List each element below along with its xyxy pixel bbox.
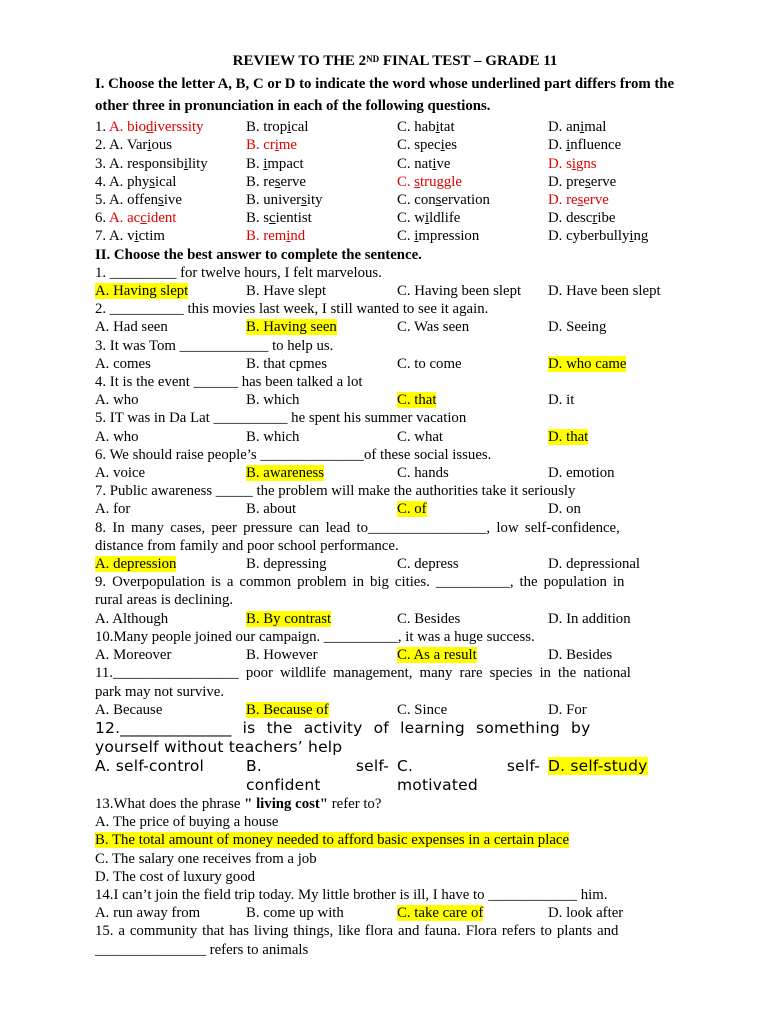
word-part: mpression xyxy=(418,228,480,245)
answer-option-c: C. hands xyxy=(397,465,449,482)
stem-text-end: refer to? xyxy=(328,795,382,812)
option-text-cont: confident xyxy=(246,775,321,794)
option-text-cont: motivated xyxy=(397,775,478,794)
word-part: D. xyxy=(548,137,567,154)
question-12 xyxy=(95,719,695,795)
answer-option-c: C. Besides xyxy=(397,610,461,627)
answer-row xyxy=(95,555,695,573)
word-part: B. cr xyxy=(246,137,275,154)
answer-option-d xyxy=(548,173,695,191)
question-14 xyxy=(95,886,695,922)
answer-option-d xyxy=(548,227,695,245)
answer-option-d: D. Seeing xyxy=(548,319,607,336)
underlined-letter: i xyxy=(414,228,419,245)
answer-option-a: A. run away from xyxy=(95,905,201,922)
option-word xyxy=(397,119,455,135)
question-9 xyxy=(95,573,695,628)
word-part: ident xyxy=(146,210,177,227)
title-rest: FINAL TEST – GRADE 11 xyxy=(379,53,558,69)
question-stem-line-2: _______________ refers to animals xyxy=(95,941,309,958)
stem-text: 12.______________ is the activity of learning something by xyxy=(95,718,591,737)
underlined-letter: i xyxy=(440,137,445,154)
answer-option-d: D. In addition xyxy=(548,610,631,627)
word-part: D. s xyxy=(548,155,572,172)
question-number: 7. xyxy=(95,228,107,245)
answer-option-d xyxy=(548,155,695,173)
part1-heading: I. Choose the letter A, B, C or D to indicate the word whose underlined part differs from the other three in pronunciation in each of the following questions. xyxy=(95,76,675,115)
word-part: ity xyxy=(306,192,323,209)
answer-option-d: D. emotion xyxy=(548,465,615,482)
question-5 xyxy=(95,409,695,445)
pronunciation-question xyxy=(95,155,695,173)
answer-row xyxy=(95,500,695,518)
word-part: B. re xyxy=(246,173,275,190)
word-part: cal xyxy=(291,119,309,136)
answer-option-b: B. Because of xyxy=(246,701,329,718)
question-13 xyxy=(95,795,695,886)
option-word xyxy=(548,210,615,226)
underlined-letter: i xyxy=(424,210,430,227)
question-15 xyxy=(95,922,695,958)
underlined-letter: i xyxy=(287,119,292,136)
underlined-letter: s xyxy=(577,192,584,209)
word-part: C. xyxy=(397,228,415,245)
underlined-letter: c xyxy=(269,210,276,227)
answer-option-a: A. The price of buying a house xyxy=(95,814,279,831)
option-word xyxy=(246,192,322,208)
word-part: ldlife xyxy=(429,210,461,227)
stem-text: 8. In many cases, peer pressure can lead to________________, low self-confidence, xyxy=(95,519,620,536)
word-part: mpact xyxy=(267,155,304,172)
question-stem-line-2: park may not survive. xyxy=(95,683,225,700)
question-2 xyxy=(95,300,695,336)
option-word xyxy=(109,119,204,135)
answer-option-b: B. Have slept xyxy=(246,283,327,300)
answer-row xyxy=(95,701,695,719)
underlined-letter: i xyxy=(432,155,437,172)
answer-option-d: D. self-study xyxy=(548,756,648,775)
answer-row xyxy=(95,904,695,922)
answer-option-a xyxy=(95,227,246,245)
word-part: B. univer xyxy=(246,192,302,209)
answer-option-b xyxy=(246,173,397,191)
word-part: ive xyxy=(163,192,182,209)
stem-text: 15. a community that has living things, like flora and fauna. Flora refers to plants and xyxy=(95,923,619,940)
answer-option-c xyxy=(397,118,548,136)
word-part: C. hab xyxy=(397,119,436,136)
question-number: 2. xyxy=(95,137,107,154)
answer-option-b: B. which xyxy=(246,392,300,409)
pronunciation-question xyxy=(95,191,695,209)
question-stem: 2. __________ this movies last week, I still wanted to see it again. xyxy=(95,301,489,318)
underlined-letter: c xyxy=(140,210,147,227)
word-part: B. trop xyxy=(246,119,288,136)
underlined-letter: s xyxy=(584,173,591,190)
question-stem-line-2: yourself without teachers’ help xyxy=(95,737,343,756)
answer-option-c: C. of xyxy=(397,501,427,518)
underlined-letter: d xyxy=(146,119,154,136)
question-stem xyxy=(95,795,695,813)
answer-row xyxy=(95,428,695,446)
word-part: B. s xyxy=(246,210,270,227)
word-part: ve xyxy=(436,155,451,172)
underlined-letter: i xyxy=(435,119,440,136)
option-word xyxy=(246,174,306,190)
question-stem: 10.Many people joined our campaign. __________, it was a huge success. xyxy=(95,628,535,645)
word-part: ng xyxy=(633,228,649,245)
answer-option-c xyxy=(397,227,548,245)
word-part: A. Var xyxy=(109,137,148,154)
word-part: erve xyxy=(280,173,306,190)
answer-option-c xyxy=(397,155,548,173)
option-word xyxy=(246,137,297,153)
option-word xyxy=(397,137,457,153)
word-part: ervation xyxy=(441,192,490,209)
option-word xyxy=(548,174,616,190)
question-3 xyxy=(95,337,695,373)
word-part: D. desc xyxy=(548,210,593,227)
word-part: C. xyxy=(397,173,415,190)
option-word xyxy=(548,137,621,153)
option-word xyxy=(397,228,479,244)
answer-option-b: B. The total amount of money needed to afford basic expenses in a certain place xyxy=(95,832,570,849)
question-stem: 14.I can’t join the field trip today. My little brother is ill, I have to ____________ him. xyxy=(95,886,608,903)
word-part: B. rem xyxy=(246,228,287,245)
pronunciation-question xyxy=(95,173,695,191)
answer-option-a xyxy=(95,191,246,209)
word-part: iverssity xyxy=(153,119,204,136)
answer-option-d xyxy=(548,118,695,136)
option-word xyxy=(109,192,182,208)
underlined-letter: i xyxy=(134,228,139,245)
underlined-letter: i xyxy=(566,137,571,154)
underlined-letter: i xyxy=(274,137,279,154)
answer-row xyxy=(95,355,695,373)
answer-option-c xyxy=(397,191,548,209)
title-superscript: ND xyxy=(366,54,380,64)
answer-option-b xyxy=(246,757,397,795)
title-main: REVIEW TO THE 2 xyxy=(232,53,367,69)
word-part: gns xyxy=(575,155,597,172)
answer-option-c: C. Was seen xyxy=(397,319,470,336)
word-part: A. bio xyxy=(109,119,146,136)
option-letter: C. xyxy=(397,756,414,775)
answer-option-c: C. As a result xyxy=(397,647,477,664)
word-part: A. ac xyxy=(109,210,141,227)
option-word xyxy=(109,228,165,244)
answer-option-c: C. take care of xyxy=(397,905,484,922)
answer-option-d: D. For xyxy=(548,701,587,718)
underlined-letter: i xyxy=(183,155,188,172)
answer-option-a: A. who xyxy=(95,428,139,445)
underlined-letter: s xyxy=(158,192,164,209)
answer-option-a: A. Had seen xyxy=(95,319,168,336)
word-part: B. xyxy=(246,155,264,172)
question-stem-line-2: rural areas is declining. xyxy=(95,592,234,609)
option-word xyxy=(246,156,304,172)
answer-row xyxy=(95,282,695,300)
underlined-letter: i xyxy=(147,137,152,154)
answer-row xyxy=(95,318,695,336)
option-letter: B. xyxy=(246,756,262,775)
answer-option-b: B. Having seen xyxy=(246,319,337,336)
answer-option-d: D. Have been slept xyxy=(548,283,661,300)
answer-row xyxy=(95,757,695,795)
answer-option-d: D. who came xyxy=(548,355,627,372)
word-part: ibe xyxy=(597,210,616,227)
answer-option-a: A. voice xyxy=(95,465,146,482)
word-part: C. con xyxy=(397,192,436,209)
underlined-letter: s xyxy=(149,173,156,190)
question-stem-line-1 xyxy=(95,719,695,738)
answer-option-a: A. depression xyxy=(95,556,177,573)
underlined-letter: i xyxy=(286,228,291,245)
word-part: A. responsib xyxy=(109,155,184,172)
answer-option-a xyxy=(95,155,246,173)
answer-option-d xyxy=(548,191,695,209)
question-stem-line-1 xyxy=(95,922,695,940)
document-title xyxy=(95,52,695,70)
word-part: D. pre xyxy=(548,173,585,190)
answer-option-b xyxy=(246,136,397,154)
option-text: self- xyxy=(506,756,540,775)
question-number: 6. xyxy=(95,210,107,227)
question-number: 4. xyxy=(95,173,107,190)
answer-option-c: C. that xyxy=(397,392,437,409)
answer-option-b xyxy=(246,227,397,245)
underlined-letter: s xyxy=(414,173,421,190)
word-part: ous xyxy=(151,137,173,154)
word-part: D. re xyxy=(548,192,578,209)
pronunciation-question xyxy=(95,118,695,136)
answer-option-b: B. depressing xyxy=(246,556,327,573)
answer-option-a xyxy=(95,209,246,227)
answer-option-b xyxy=(246,155,397,173)
word-part: nd xyxy=(290,228,306,245)
word-part: C. spec xyxy=(397,137,441,154)
word-part: ical xyxy=(155,173,177,190)
answer-option-d: D. depressional xyxy=(548,556,641,573)
answer-option-c xyxy=(397,209,548,227)
underlined-letter: i xyxy=(580,119,585,136)
word-part: truggle xyxy=(420,173,462,190)
answer-option-d xyxy=(548,136,695,154)
part1-question-list xyxy=(95,118,695,245)
stem-text: 9. Overpopulation is a common problem in big cities. __________, the population in xyxy=(95,574,625,591)
answer-option-a: A. comes xyxy=(95,355,151,372)
pronunciation-question xyxy=(95,227,695,245)
answer-option-d: D. The cost of luxury good xyxy=(95,868,256,885)
answer-option-b: B. that cpmes xyxy=(246,355,327,372)
option-word xyxy=(397,210,460,226)
underlined-letter: i xyxy=(629,228,634,245)
option-word xyxy=(109,174,176,190)
answer-option-d xyxy=(548,209,695,227)
option-word xyxy=(109,210,176,226)
answer-option-d: D. that xyxy=(548,428,589,445)
pronunciation-question xyxy=(95,209,695,227)
word-part: D. cyberbully xyxy=(548,228,630,245)
answer-option-d: D. Besides xyxy=(548,647,613,664)
word-part: nfluence xyxy=(570,137,622,154)
stem-phrase: " living cost" xyxy=(244,795,328,812)
question-6 xyxy=(95,446,695,482)
question-stem-line-1 xyxy=(95,519,695,537)
option-word xyxy=(109,156,208,172)
answer-option-d: D. on xyxy=(548,501,581,518)
option-word xyxy=(246,228,305,244)
answer-option-b: B. about xyxy=(246,501,297,518)
question-11 xyxy=(95,664,695,719)
answer-option-b: B. which xyxy=(246,428,300,445)
question-stem-line-1 xyxy=(95,664,695,682)
question-number: 3. xyxy=(95,155,107,172)
answer-option-b: B. come up with xyxy=(246,905,344,922)
word-part: lity xyxy=(187,155,208,172)
question-stem: 5. IT was in Da Lat __________ he spent his summer vacation xyxy=(95,410,467,427)
answer-row xyxy=(95,610,695,628)
option-word xyxy=(397,192,490,208)
word-part: A. phy xyxy=(109,173,150,190)
question-number: 1. xyxy=(95,119,107,136)
question-8 xyxy=(95,519,695,574)
answer-option-a xyxy=(95,118,246,136)
option-word xyxy=(246,119,308,135)
answer-option-a: A. Having slept xyxy=(95,283,189,300)
question-7 xyxy=(95,482,695,518)
word-part: erve xyxy=(583,192,609,209)
question-stem: 6. We should raise people’s ______________of these social issues. xyxy=(95,446,492,463)
underlined-letter: r xyxy=(592,210,598,227)
answer-option-b xyxy=(246,118,397,136)
answer-row xyxy=(95,391,695,409)
answer-option-a: A. who xyxy=(95,392,139,409)
answer-option-d: D. look after xyxy=(548,905,624,922)
question-stem: 4. It is the event ______ has been talked a lot xyxy=(95,374,363,391)
stem-text: 11._________________ poor wildlife management, many rare species in the national xyxy=(95,665,631,682)
answer-option-c xyxy=(397,136,548,154)
answer-option-c xyxy=(397,757,548,795)
answer-option-c: C. The salary one receives from a job xyxy=(95,850,317,867)
answer-option-c: C. Since xyxy=(397,701,448,718)
word-part: es xyxy=(444,137,458,154)
word-part: erve xyxy=(590,173,617,190)
question-stem: 3. It was Tom ____________ to help us. xyxy=(95,337,334,354)
word-part: ientist xyxy=(275,210,312,227)
option-word xyxy=(397,174,462,190)
underlined-letter: i xyxy=(571,155,576,172)
word-part: tat xyxy=(439,119,455,136)
underlined-letter: s xyxy=(274,173,281,190)
word-part: me xyxy=(278,137,297,154)
answer-option-c: C. to come xyxy=(397,355,462,372)
answer-option-b: B. awareness xyxy=(246,465,325,482)
stem-text: 13.What does the phrase xyxy=(95,795,245,812)
answer-option-d: D. it xyxy=(548,392,575,409)
word-part: D. an xyxy=(548,119,581,136)
question-4 xyxy=(95,373,695,409)
question-10 xyxy=(95,628,695,664)
answer-row xyxy=(95,646,695,664)
question-stem-line-2: distance from family and poor school performance. xyxy=(95,537,399,554)
worksheet-page xyxy=(95,50,695,959)
option-word xyxy=(548,156,597,172)
answer-option-a: A. for xyxy=(95,501,131,518)
answer-option-a: A. self-control xyxy=(95,756,205,775)
underlined-letter: s xyxy=(435,192,442,209)
question-stem: 7. Public awareness _____ the problem will make the authorities take it seriously xyxy=(95,483,576,500)
word-part: C. w xyxy=(397,210,425,227)
question-stem: 1. _________ for twelve hours, I felt marvelous. xyxy=(95,264,382,281)
question-stem-line-1 xyxy=(95,573,695,591)
underlined-letter: i xyxy=(263,155,268,172)
answer-option-a xyxy=(95,136,246,154)
option-word xyxy=(548,228,648,244)
option-word xyxy=(548,192,609,208)
word-part: A. v xyxy=(109,228,135,245)
answer-option-c: C. what xyxy=(397,428,444,445)
option-word xyxy=(397,156,450,172)
option-word xyxy=(109,137,172,153)
answer-option-b xyxy=(246,209,397,227)
part2-heading: II. Choose the best answer to complete the sentence. xyxy=(95,246,422,263)
underlined-letter: s xyxy=(301,192,307,209)
word-part: ctim xyxy=(138,228,165,245)
question-number: 5. xyxy=(95,192,107,209)
answer-option-a: A. Because xyxy=(95,701,163,718)
question-1 xyxy=(95,264,695,300)
answer-option-c: C. depress xyxy=(397,556,459,573)
answer-row xyxy=(95,464,695,482)
word-part: A. offen xyxy=(109,192,159,209)
answer-option-a: A. Moreover xyxy=(95,647,172,664)
answer-option-b xyxy=(246,191,397,209)
answer-option-c: C. Having been slept xyxy=(397,283,522,300)
word-part: C. nat xyxy=(397,155,433,172)
option-word xyxy=(548,119,606,135)
pronunciation-question xyxy=(95,136,695,154)
answer-option-a: A. Although xyxy=(95,610,169,627)
word-part: mal xyxy=(584,119,607,136)
answer-option-b: B. By contrast xyxy=(246,610,332,627)
answer-option-a xyxy=(95,173,246,191)
option-word xyxy=(246,210,312,226)
answer-option-c xyxy=(397,173,548,191)
answer-option-b: B. However xyxy=(246,647,318,664)
option-text: self- xyxy=(355,756,389,775)
